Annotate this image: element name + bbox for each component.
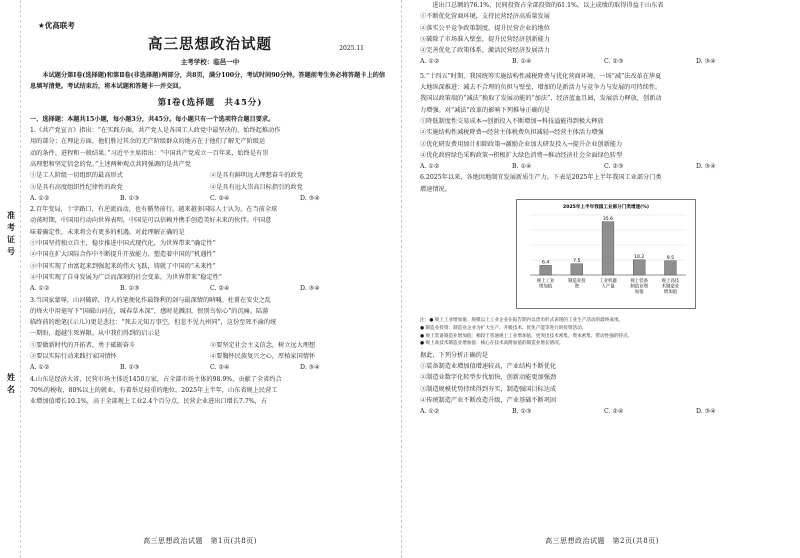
choice-a: A. ①②	[420, 408, 440, 416]
question-line: 1.《共产党宣言》指出：“在实践方面，共产党人是各国工人政党中最坚决的、始终起推动作	[30, 127, 281, 135]
choice-b: B. ①④	[512, 163, 532, 171]
chart-notes	[420, 317, 788, 347]
answer-choices	[30, 362, 390, 373]
question-line: 据此，下列分析正确的是	[420, 351, 489, 359]
option-statement: ②中国在扩大国际合作中不断提升开放能力，塑造着中国的“机遇性”	[30, 251, 216, 259]
option-statement: ①是工人阶级一切组织的最高形式	[30, 172, 123, 180]
choice-b: B. ①③	[120, 194, 140, 202]
exam-date: 2025.11	[339, 45, 364, 53]
choice-d: D. ③④	[696, 163, 716, 171]
choice-b: B. ①③	[120, 364, 140, 372]
question-line: 大地纵深推进：减去不合理的负担与壁垒，增加的是新活力与竞争力与发展的可持续性。	[420, 84, 662, 92]
section-title: 第Ⅰ卷(选择题 共45分)	[157, 98, 263, 109]
chart-title: 2025年上半年我国工业部分门类增速(%)	[563, 205, 649, 211]
question-line: 动荡时期，中国用行动向世界表明，中国是可以信赖并携手创造美好未来的伙伴。中国意	[30, 217, 272, 225]
option-statement: ④传统制造产业不断改造升级，产业基础不断巩固	[420, 396, 557, 404]
question-1	[30, 125, 390, 204]
page-footer: 高三思想政治试题 第2页(共8页)	[545, 537, 659, 545]
chart-bar	[633, 260, 645, 275]
option-statement: ④中国实现了自身发展为广泛而深刻的社会变革，为世界带来“稳定性”	[30, 273, 222, 281]
question-line: 3.当国家蒙辱，山河破碎，诗人的笔便化作最锋利的剑与最深情的呐喊。杜甫在安史之乱	[30, 296, 272, 304]
choice-a: A. ①②	[30, 285, 50, 293]
question-line: 临终前的绝笔(《示儿》)更是悲壮：“死去元知万事空，但悲不见九州同”，这份至死不渝的统	[30, 319, 277, 327]
note-line: 注：● 规上工业增加值：规模以上工业企业在报告期内以货币形式表现的工业生产活动的最终成果。	[420, 318, 624, 324]
option-statement: ③中国实现了由富起来到强起来的伟大飞跃，铸就了中国的“未来性”	[30, 262, 216, 270]
chart-category-label: 工业机器人产量	[599, 279, 617, 290]
choice-d: D. ③④	[300, 285, 320, 293]
option-statement: ④完善优化了政策体系，激活民营经济发展活力	[420, 47, 550, 55]
chart-bar	[602, 222, 614, 275]
chart-data-label: 7.5	[573, 258, 581, 264]
choice-a: A. ①②	[420, 58, 440, 66]
binding-label-name: 姓名	[7, 373, 15, 394]
exam-instructions: 本试题分第Ⅰ卷(选择题)和第Ⅱ卷(非选择题)两部分，共8页，满分100分，考试时间90分钟。答题前考生务必将答题卡上的信息填写清楚。考试结束后，将本试题和答题卡一并交回。	[30, 71, 386, 91]
choice-c: C. ②④	[210, 364, 230, 372]
answer-choices	[420, 161, 788, 172]
option-statement: ①装备制造业增加值增速较高，产业结构不断优化	[420, 363, 557, 371]
question-6	[420, 172, 788, 417]
choice-d: D. ③④	[300, 364, 320, 372]
question-line: 业增加值增长10.1%，高于全部规上工业2.4个百分点，民营企业进出口增长7.7%，占	[30, 398, 268, 406]
question-5	[420, 71, 788, 173]
question-line: 的烽火中用毫写下“国破山河在，城春草木深”，感时花溅泪，恨别鸟惊心”的沉痛。陆游	[30, 307, 269, 315]
choice-c: C. ②③	[604, 58, 624, 66]
chart-category-label: 制造业投资	[568, 279, 586, 290]
note-line: ● 制造业投资：制造业企业为扩大生产、升级技术、优化产能等进行的投资活动。	[420, 325, 587, 331]
host-school: 主考学校：临邑一中	[180, 57, 240, 66]
exam-page-2	[404, 0, 800, 558]
question-line: 高理想和坚定信念的党。”上述两种观点共同强调的是共产党	[30, 160, 191, 168]
answer-choices	[420, 406, 788, 417]
chart-category-label: 规上装备制造业增加值	[630, 279, 648, 296]
choice-a: A. ①②	[420, 163, 440, 171]
question-line: 一期盼，超越生死界限。从中我们得到的启示是	[30, 330, 160, 338]
choice-b: B. ①③	[120, 285, 140, 293]
option-statement: ①降低制度性交易成本→创新投入不断增加→科技溢能得到极大释放	[420, 117, 604, 125]
option-statement: ①不断优化营商环境，支持民营经济高质量发展	[420, 13, 550, 21]
option-statement: ①中国坚持独立自主，稳步推进中国式现代化，为世界带来“确定性”	[30, 240, 216, 248]
question-3	[30, 295, 390, 374]
answer-choices	[30, 283, 390, 294]
chart-category-label: 规上高技术制造业增加值	[661, 279, 680, 296]
chart-bar	[540, 265, 552, 275]
question-line: 6.2025年以来，各地因地制宜发展新质生产力。下表是2025年上半年我国工业部分门类	[420, 174, 662, 182]
choice-d: D. ③④	[300, 194, 320, 202]
option-statement: ②落实公平竞争政策制度，提升民营企业的地位	[420, 24, 550, 32]
question-2	[30, 204, 390, 294]
chart-data-label: 6.4	[541, 260, 550, 266]
exam-brand: ★优高联考	[38, 21, 75, 30]
answer-choices	[30, 193, 390, 204]
option-statement: ②制造业数字化转型步伐加快，创新动能更加强劲	[420, 374, 557, 382]
choice-c: C. ②④	[210, 285, 230, 293]
note-line: ● 规上装备制造业增加值：相较于普通规上工业增加值，更突出技术密集、资本密集、带动性强的特点。	[420, 333, 633, 339]
question-line: 进出口总额的76.1%，民间投资占全部投资的61.1%。以上成绩的取得得益于山东省	[432, 2, 664, 9]
choice-c: C. ②③	[604, 163, 624, 171]
question-line: 增速情况。	[420, 185, 451, 193]
chart-bar	[571, 264, 583, 275]
option-statement: ①要做新时代的开拓者，勇于砥砺奋斗	[30, 341, 136, 349]
option-statement: ③破除了市场准入壁垒，提升民营经济创新能力	[420, 35, 550, 43]
question-line: 4.山东是经济大省，民营市场主体近1450万家，占全部市场主体的98.9%，贡献了全省约合	[30, 375, 282, 383]
option-statement: ②实施结构性减税降费→经营主体税费负担减轻→经营主体活力增强	[420, 129, 604, 137]
note-line: ● 规上高技术制造业增加值：核心在技术高附加值的制造业增长情况。	[420, 341, 564, 347]
exam-title-text: 高三思想政治试题	[148, 36, 272, 54]
question-line: 70%的税收，80%以上的就业，有着举足轻重的地位。2025年上半年，山东省规上民营工	[30, 386, 278, 394]
answer-choices	[420, 56, 788, 67]
option-row	[30, 340, 390, 351]
chart-data-label: 35.6	[602, 216, 614, 222]
question-line: 力增强。对“减法”改革的影响下列推导正确的是	[420, 106, 551, 114]
chart-bar	[664, 261, 676, 275]
page-footer: 高三思想政治试题 第1页(共8页)	[143, 537, 257, 545]
choice-d: D. ③④	[696, 408, 716, 416]
chart-data-label: 10.2	[634, 254, 645, 260]
option-row	[30, 182, 390, 193]
question-line: 5.“十四五”时期，我国统筹实施结构性减税降费与优化营商环境，一场“减”法改革在华夏	[420, 72, 662, 80]
question-4	[30, 374, 390, 408]
option-statement: ③优化研发费用加计扣除政策→激励企业加大研发投入→提升企业创新能力	[420, 140, 623, 148]
question-line: 动的条件、进程和一般结果。”习近平主席指出：“中国共产党成立一百年来，始终是有崇	[30, 149, 269, 157]
question-line: 2.百年变局，十字路口，有逆流而动，也有循势前行。越来越多国际人士认为，在当前全球	[30, 206, 278, 214]
question-line: 我国以政策端的“减法”换取了发展动能的“加法”，经济蓝血且园，发展活力释放，创新动	[420, 95, 662, 103]
choice-b: B. ①④	[512, 58, 532, 66]
choice-a: A. ①②	[30, 194, 50, 202]
binding-label-exam-number: 准考证号	[7, 211, 15, 256]
binding-line	[20, 0, 21, 558]
question-line: 味着确定性，未来将会有更多的机遇。对此理解正确的是	[30, 228, 185, 236]
growth-bar-chart	[516, 199, 696, 309]
choice-b: B. ①③	[512, 408, 532, 416]
option-statement: ④优化政府绿色采购政策→积极扩大绿色消费→推动经济社会全面绿色转型	[420, 151, 623, 159]
choice-c: C. ②④	[604, 408, 624, 416]
question-line: 用的部分；在理论方面，他们胜过其余的无产阶级群众的地方在于他们了解无产阶级运	[30, 138, 266, 146]
option-statement: ④要胸怀民族复兴之心，厚植家国情怀	[210, 353, 316, 361]
page-divider	[401, 0, 402, 558]
choice-a: A. ①②	[30, 364, 50, 372]
option-statement: ②是具有鲜明远大理想奋斗的政党	[210, 172, 303, 180]
exam-title	[30, 36, 390, 54]
option-row	[30, 351, 390, 362]
chart-data-label: 9.5	[666, 255, 675, 261]
choice-d: D. ③④	[696, 58, 716, 66]
section-description: 一、选择题：本题共15小题，每小题3分，共45分。每小题只有一个选项符合题目要求。	[30, 115, 275, 123]
choice-c: C. ②④	[210, 194, 230, 202]
option-statement: ④是具有远大崇高目标指引的政党	[210, 183, 303, 191]
option-statement: ③是具有高度组织性纪律性的政党	[30, 183, 123, 191]
option-statement: ③制造规模优势持续得到夯实，制造强国目标达成	[420, 385, 557, 393]
option-statement: ②要坚定社会主义信念，树立远大理想	[210, 341, 316, 349]
chart-category-label: 规上工业增加值	[536, 279, 555, 290]
option-row	[30, 170, 390, 181]
option-statement: ③要以实际行动来践行家国情怀	[30, 353, 117, 361]
